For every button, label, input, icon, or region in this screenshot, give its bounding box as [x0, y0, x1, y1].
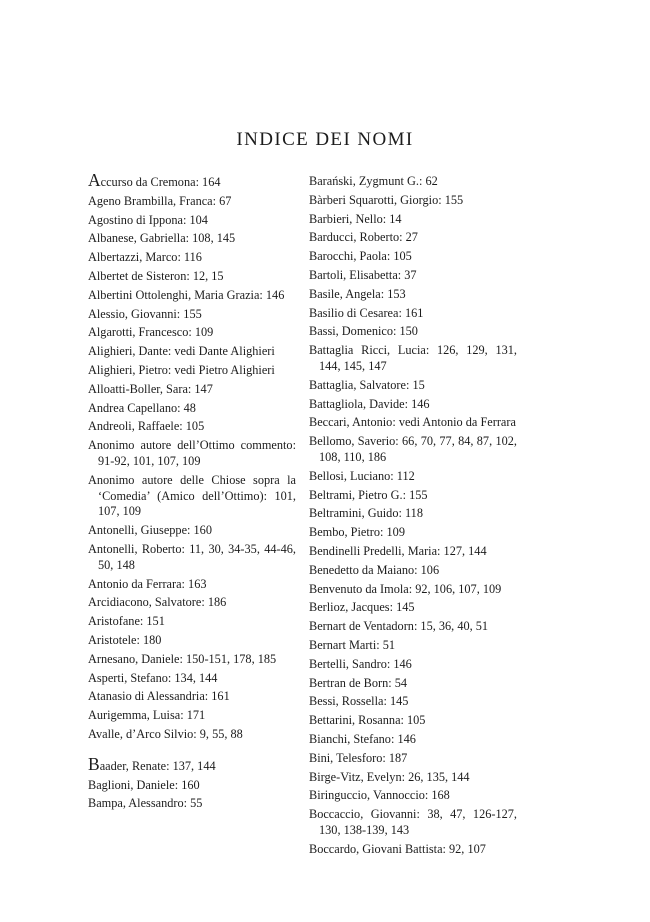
index-entry: Bartoli, Elisabetta: 37 [309, 267, 417, 282]
index-entry: Bellosi, Luciano: 112 [309, 468, 415, 483]
index-entry: Bini, Telesforo: 187 [309, 750, 408, 765]
index-entry: Alloatti-Boller, Sara: 147 [88, 381, 213, 396]
index-entry: Bellomo, Saverio: 66, 70, 77, 84, 87, 102, 108, 110, 186 [309, 434, 517, 464]
index-entry: Bertran de Born: 54 [309, 675, 408, 690]
index-entry: Bertelli, Sandro: 146 [309, 656, 412, 671]
index-entry: Bembo, Pietro: 109 [309, 525, 405, 540]
index-entry: Algarotti, Francesco: 109 [88, 325, 214, 340]
index-entry: Birge-Vitz, Evelyn: 26, 135, 144 [309, 769, 470, 784]
index-entry: Anonimo autore delle Chiose sopra la ‘Comedia’ (Amico dell’Ottimo): 101, 107, 109 [88, 472, 296, 519]
index-entry: Biringuccio, Vannoccio: 168 [309, 788, 450, 803]
index-entry: Basilio di Cesarea: 161 [309, 305, 424, 320]
index-entry: Agostino di Ippona: 104 [88, 212, 208, 227]
index-entry: Beltramini, Guido: 118 [309, 506, 423, 521]
drop-initial-a: A [88, 170, 101, 190]
page-title: INDICE DEI NOMI [236, 129, 414, 150]
index-entry: Alighieri, Pietro: vedi Pietro Alighieri [88, 362, 275, 377]
index-entry: Beccari, Antonio: vedi Antonio da Ferrara [309, 415, 516, 430]
index-entry: Barbieri, Nello: 14 [309, 211, 402, 226]
index-entry: Bianchi, Stefano: 146 [309, 731, 416, 746]
index-entry: Aristofane: 151 [88, 614, 165, 629]
index-entry: Albertet de Sisteron: 12, 15 [88, 268, 224, 283]
index-entry: Baglioni, Daniele: 160 [88, 777, 200, 792]
index-entry: Berlioz, Jacques: 145 [309, 600, 415, 615]
index-entry: Bernart Marti: 51 [309, 637, 396, 652]
index-entry: Alessio, Giovanni: 155 [88, 306, 202, 321]
index-entry: Bendinelli Predelli, Maria: 127, 144 [309, 543, 487, 558]
index-entry: Andrea Capellano: 48 [88, 400, 196, 415]
index-entry: Albertazzi, Marco: 116 [88, 250, 202, 265]
index-entry: Asperti, Stefano: 134, 144 [88, 670, 218, 685]
index-entry: Antonio da Ferrara: 163 [88, 576, 207, 591]
index-entry: Battagliola, Davide: 146 [309, 396, 430, 411]
index-entry: Albanese, Gabriella: 108, 145 [88, 231, 236, 246]
index-entry: Bessi, Rossella: 145 [309, 694, 409, 709]
index-entry: Avalle, d’Arco Silvio: 9, 55, 88 [88, 726, 243, 741]
index-entry: Barański, Zygmunt G.: 62 [309, 174, 438, 188]
index-entry: Battaglia Ricci, Lucia: 126, 129, 131, 144, 145, 147 [309, 343, 517, 373]
index-entry: Antonelli, Giuseppe: 160 [88, 523, 212, 538]
index-entry: Battaglia, Salvatore: 15 [309, 377, 425, 392]
index-entry: Bettarini, Rosanna: 105 [309, 713, 426, 728]
index-entry: Boccardo, Giovani Battista: 92, 107 [309, 841, 486, 856]
index-entry: Bassi, Domenico: 150 [309, 324, 418, 339]
index-entry: Barducci, Roberto: 27 [309, 230, 418, 245]
index-column-left [88, 170, 296, 815]
index-entry: Bampa, Alessandro: 55 [88, 796, 203, 811]
drop-initial-b: B [88, 753, 100, 774]
index-entry: Anonimo autore dell’Ottimo commento: 91-92, 101, 107, 109 [88, 438, 296, 468]
index-entry: Bàrberi Squarotti, Giorgio: 155 [309, 192, 464, 207]
index-entry: Beltrami, Pietro G.: 155 [309, 487, 428, 502]
index-entry: Aurigemma, Luisa: 171 [88, 708, 206, 723]
index-entry: Aristotele: 180 [88, 632, 162, 647]
index-entry: Atanasio di Alessandria: 161 [88, 689, 230, 704]
index-entry: Benedetto da Maiano: 106 [309, 562, 440, 577]
index-entry: Albertini Ottolenghi, Maria Grazia: 146 [88, 287, 285, 302]
section-gap [88, 746, 296, 758]
index-entry: Ageno Brambilla, Franca: 67 [88, 193, 232, 208]
index-entry: Boccaccio, Giovanni: 38, 47, 126-127, 130, 138-139, 143 [309, 807, 517, 837]
index-entry: Andreoli, Raffaele: 105 [88, 419, 205, 434]
index-entry: Baader, Renate: 137, 144 [88, 753, 216, 774]
index-entry: Basile, Angela: 153 [309, 286, 406, 301]
index-entry: Arcidiacono, Salvatore: 186 [88, 595, 227, 610]
index-column-right [309, 174, 517, 860]
index-entry: Antonelli, Roberto: 11, 30, 34-35, 44-46, 50, 148 [88, 541, 296, 572]
index-entry: Benvenuto da Imola: 92, 106, 107, 109 [309, 581, 502, 596]
index-entry: Barocchi, Paola: 105 [309, 249, 412, 264]
index-entry: Accurso da Cremona: 164 [88, 170, 221, 190]
index-entry: Arnesano, Daniele: 150-151, 178, 185 [88, 651, 277, 666]
index-entry: Alighieri, Dante: vedi Dante Alighieri [88, 344, 275, 359]
index-entry: Bernart de Ventadorn: 15, 36, 40, 51 [309, 619, 489, 634]
